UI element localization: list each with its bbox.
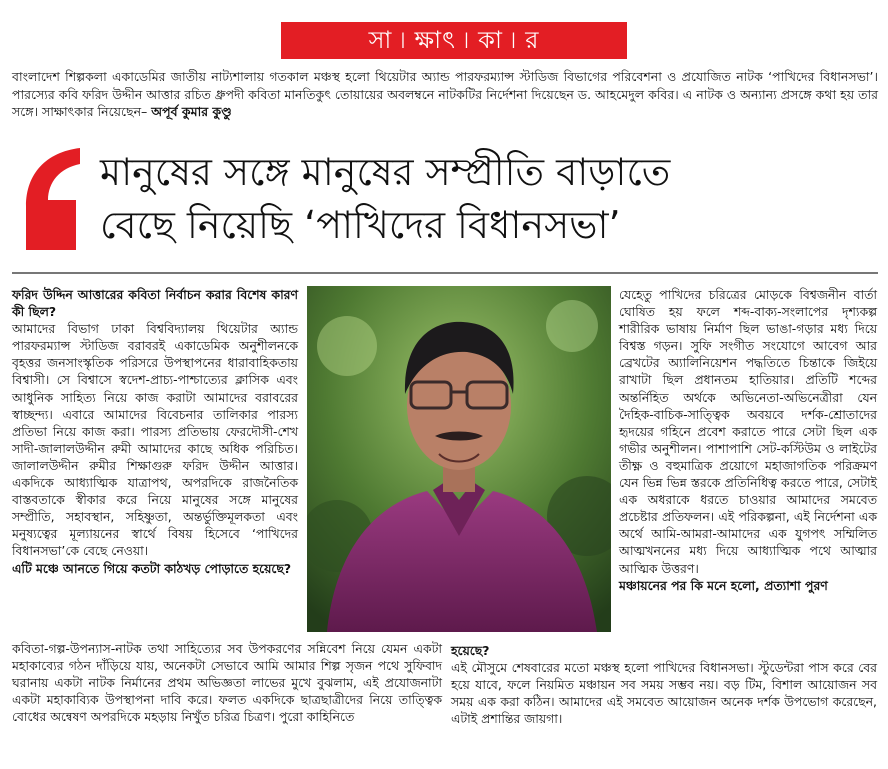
question-3-continued: হয়েছে? xyxy=(451,643,490,658)
answer-3: যেহেতু পাখিদের চরিত্রের মোড়কে বিশ্বজনীন বার্তা ঘোষিত হয় ফলে শব্দ-বাক্য-সংলাপের দৃশ্যকল্প শারীরিক ভাষায় নির্মাণ ছিল ভাঙা-গড়ার মধ্য দিয়ে বিশ্বস্ত গড়ন। সুফি সংগীত সংযোগে আবেগ আর ব্রেখটের অ্যালিনিয়েশন পদ্ধতিতে চিন্তাকে জিইয়ে রাখাটা ছিল প্রধানতম হাতিয়ার। প্রতিটি শব্দের অন্তর্নিহিত অর্থকে অভিনেতা-অভিনেত্রীরা যেন দৈহিক-বাচিক-সাত্ত্বিক অবয়বে দর্শক-শ্রোতাদের হৃদয়ের গহিনে প্রবেশ করাতে পারে সেটা ছিল এক গভীর অনুশীলন। পাশাপাশি সেট-কস্টিউম ও লাইটের তীক্ষ্ণ ও বহুমাত্রিক প্রয়োগে মহাজাগতিক পরিক্রমণ যেন ভিন্ন ভিন্ন স্তরকে প্রতিনিধিত্ব করতে পারে, সেটাই এক অধরাকে ধরতে চাওয়ার আমাদের সমবেত প্রচেষ্টার প্রতিফলন। এই পরিকল্পনা, এই নির্দেশনা এক অর্থে আমি-আমরা-আমাদের এক যুগপৎ সম্মিলিত আত্মখননের মধ্য দিয়ে আধ্যাত্মিক পথে আত্মার আত্মিক উত্তরণ। xyxy=(619,287,877,576)
question-3: মঞ্চায়নের পর কি মনে হলো, প্রত্যাশা পুরণ xyxy=(619,577,828,593)
quote-mark-icon xyxy=(22,148,84,258)
question-2: এটি মঞ্চে আনতে গিয়ে কতটা কাঠখড় পোড়াতে হয়েছে? xyxy=(12,560,292,576)
intro-text: বাংলাদেশ শিল্পকলা একাডেমির জাতীয় নাট্যশালায় গতকাল মঞ্চস্থ হলো থিয়েটার অ্যান্ড পারফরম্যান্স স্টাডিজ বিভাগের পরিবেশনা ও প্রযোজিত নাটক ‘পাখিদের বিধানসভা’। পারস্যের কবি ফরিদ উদ্দীন আত্তার রচিত ধ্রুপদী কবিতা মানতিকুৎ তোয়ায়ের অবলম্বনে নাটকটির নির্দেশনা দিয়েছেন ড. আহমেদুল কবির। এ নাটক ও অন্যান্য প্রসঙ্গে কথা হয় তার সঙ্গে। সাক্ষাৎকার নিয়েছেন– xyxy=(12,69,878,119)
divider xyxy=(12,272,878,274)
intro-paragraph xyxy=(12,68,878,121)
interviewer-name: অপূর্ব কুমার কুণ্ডু xyxy=(151,104,232,119)
question-1: ফরিদ উদ্দিন আত্তারের কবিতা নির্বাচন করার বিশেষ কারণ কী ছিল? xyxy=(12,287,298,320)
headline-line-2: বেছে নিয়েছি ‘পাখিদের বিধানসভা’ xyxy=(100,203,621,247)
left-column xyxy=(12,286,298,577)
answer-1: আমাদের বিভাগ ঢাকা বিশ্ববিদ্যালয় থিয়েটার অ্যান্ড পারফরম্যান্স স্টাডিজ বরাবরই একাডেমিক অনুশীলনকে বৃহত্তর জনসাংস্কৃতিক পরিসরে উপস্থাপনের ধারাবাহিকতায় বিশ্বাসী। সে বিশ্বাসে স্বদেশ-প্রাচ্য-পাশ্চাত্যের ক্লাসিক এবং আধুনিক সাহিত্য নিয়ে কাজ করাটা আমাদের বরাবরের স্বাচ্ছন্দ্য। এবারে আমাদের বিবেচনার তালিকার পারস্য প্রতিভা নিয়ে কাজ করা। পারস্য প্রতিভায় ফেরদৌসী-শেখ সাদী-জালালউদ্দীন রুমী আমাদের কাছে অধিক পরিচিত। জালালউদ্দীন রুমীর শিক্ষাগুরু ফরিদ উদ্দীন আত্তার। একদিকে আধ্যাত্মিক যাত্রাপথ, অপরদিকে রাজনৈতিক বাস্তবতাকে স্বীকার করে নিয়ে মানুষের সঙ্গে মানুষের সম্প্রীতি, সহাবস্থান, সহিষ্ণুতা, অন্তর্ভুক্তিমূলকতা এবং মনুষ্যত্বের মূল্যায়নের স্বার্থে বিষয় হিসেবে ‘পাখিদের বিধানসভা’কে বেছে নেওয়া। xyxy=(12,321,298,559)
section-banner: সা ৷ ক্ষাৎ ৷ কা ৷ র xyxy=(281,22,627,59)
answer-4: এই মৌসুমে শেষবারের মতো মঞ্চস্থ হলো পাখিদের বিধানসভা। স্টুডেন্টরা পাস করে বের হয়ে যাবে, ফলে নিয়মিত মঞ্চায়ন সব সময় সম্ভব নয়। বড় টিম, বিশাল আয়োজন সব সময় এক করা কঠিন। আমাদের এই সমবেত আয়োজন অনেক দর্শক উপভোগ করেছেন, এটাই প্রশান্তির জায়গা। xyxy=(451,660,877,727)
bottom-right-column xyxy=(451,642,877,727)
bottom-left-column xyxy=(12,640,442,725)
answer-2: কবিতা-গল্প-উপন্যাস-নাটক তথা সাহিত্যের সব উপকরণের সন্নিবেশ নিয়ে যেমন একটা মহাকাব্যের গঠন দাঁড়িয়ে যায়, অনেকটা সেভাবে আমি আমার শিল্প সৃজন পথে সুফিবাদ ঘরানায় একটা নাটক নির্মানের প্রথম অভিজ্ঞতা লাভের মুখে বুঝলাম, এই প্রযোজনাটা একটা মহাকাব্যিক উপস্থাপনা দাবি করে। ফলত একদিকে ছাত্রছাত্রীদের নিয়ে তাত্ত্বিক বোধের অন্বেষণ অপরদিকে মহড়ায় নিখুঁত চরিত্র চিত্রণ। পুরো কাহিনিতে xyxy=(12,641,442,725)
right-column xyxy=(619,286,877,594)
headline-line-1: মানুষের সঙ্গে মানুষের সম্প্রীতি বাড়াতে xyxy=(100,150,671,194)
interviewee-photo xyxy=(307,286,611,632)
headline xyxy=(100,146,880,252)
